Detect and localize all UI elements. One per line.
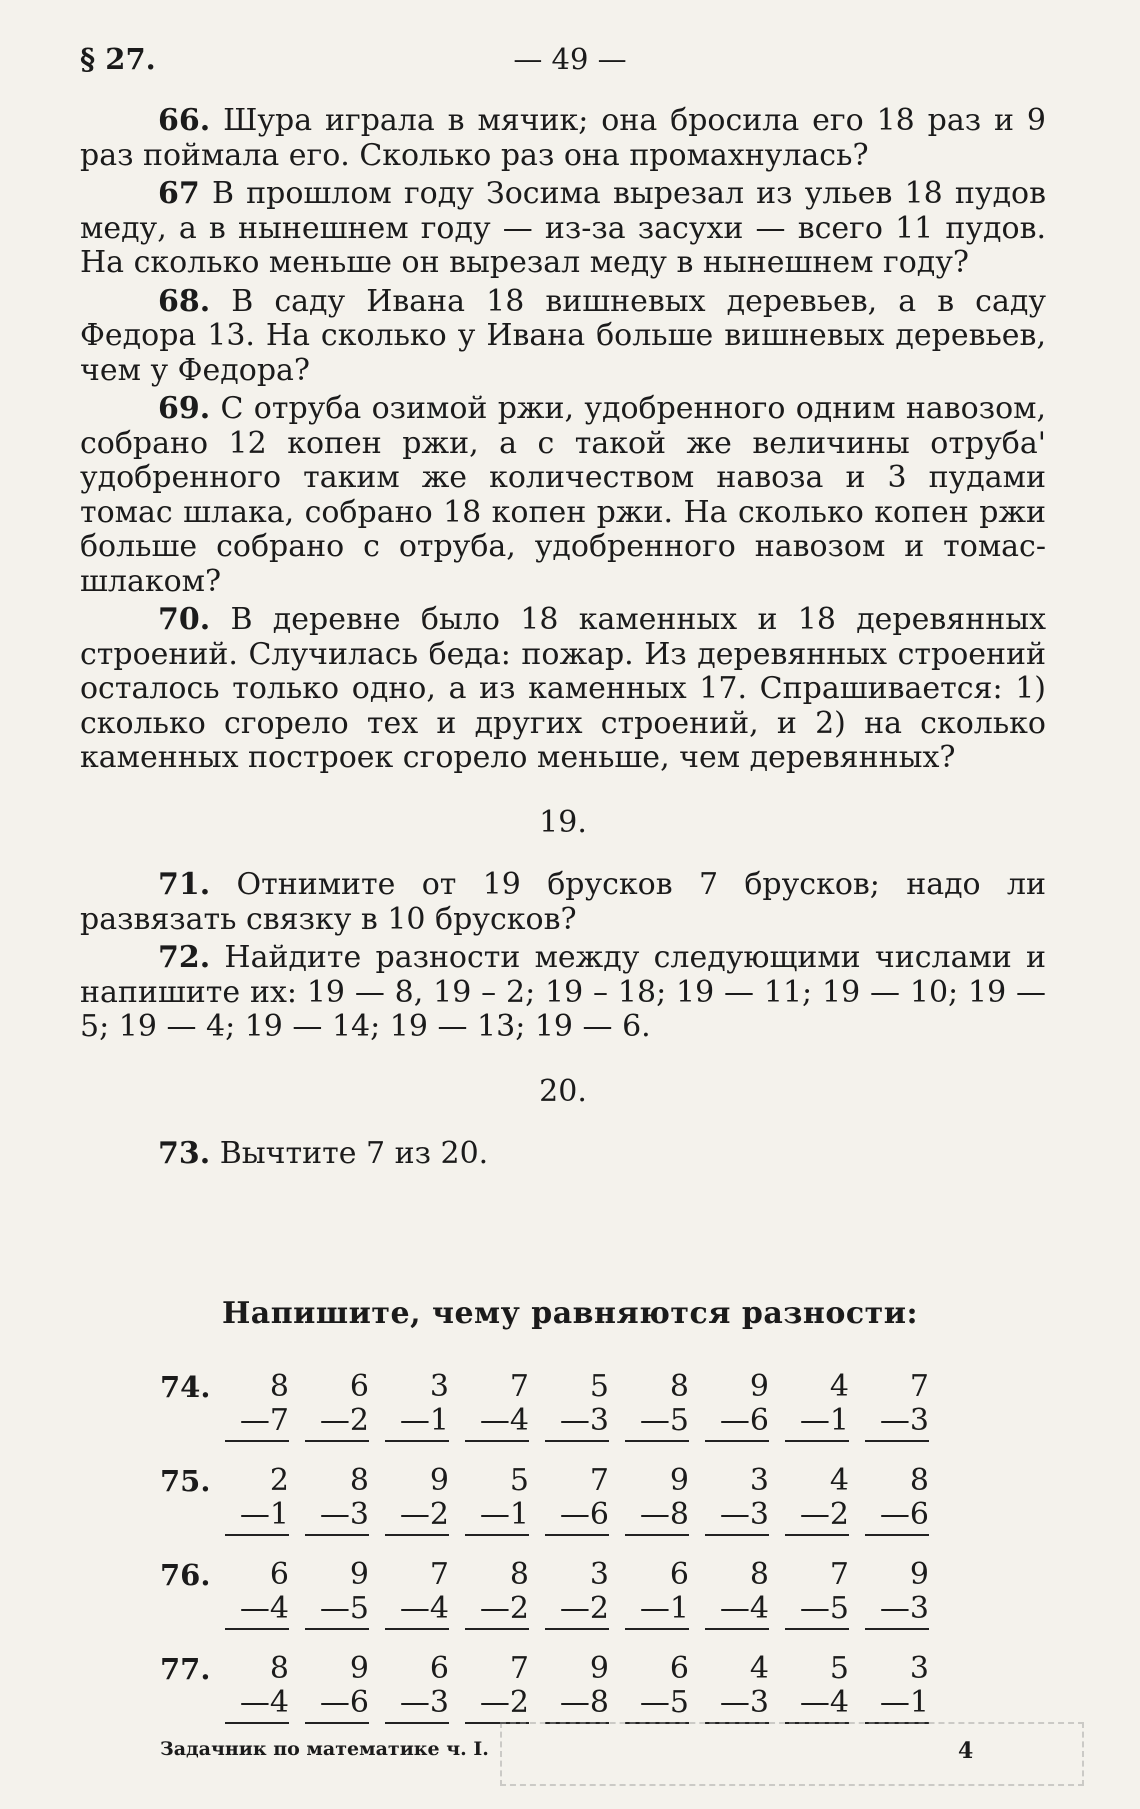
problems-block-20 [80, 1137, 1046, 1172]
problem-number: 73. [158, 1136, 211, 1171]
subtrahend: —6 [705, 1404, 769, 1442]
minuend: 7 [909, 1369, 929, 1404]
minuend: 7 [509, 1369, 529, 1404]
subtraction-problem [625, 1464, 689, 1536]
problem-number: 72. [158, 940, 211, 975]
minuend: 9 [349, 1651, 369, 1686]
minuend: 4 [749, 1651, 769, 1686]
subtrahend: —4 [225, 1686, 289, 1724]
minuend: 4 [829, 1369, 849, 1404]
subtrahend: —3 [865, 1592, 929, 1630]
minuend: 9 [749, 1369, 769, 1404]
subtrahend: —4 [465, 1404, 529, 1442]
subtrahend: —1 [625, 1592, 689, 1630]
subtraction-problem [705, 1652, 769, 1724]
problem-number: 68. [158, 283, 211, 319]
subtraction-problem [465, 1464, 529, 1536]
subtrahend: —8 [545, 1686, 609, 1724]
exercise-number: 76. [160, 1558, 211, 1592]
subtraction-problem [305, 1370, 369, 1442]
problem-paragraph [80, 1137, 1046, 1172]
subtrahend: —6 [545, 1498, 609, 1536]
subtraction-problem [625, 1652, 689, 1724]
subtrahend: —2 [305, 1404, 369, 1442]
minuend: 8 [909, 1463, 929, 1498]
minuend: 6 [429, 1651, 449, 1686]
problem-number: 67 [158, 176, 200, 211]
subtraction-problem [705, 1464, 769, 1536]
subtraction-problem [385, 1652, 449, 1724]
subtraction-problem [785, 1652, 849, 1724]
subtraction-problem [865, 1370, 929, 1442]
subtraction-problem [225, 1558, 289, 1630]
subtraction-problem [785, 1464, 849, 1536]
minuend: 9 [589, 1651, 609, 1686]
exercise-row [80, 1464, 980, 1558]
minuend: 9 [349, 1557, 369, 1592]
exercise-instruction: Напишите, чему равняются разности: [221, 1296, 919, 1331]
subtraction-problem [225, 1370, 289, 1442]
problem-text: В деревне было 18 каменных и 18 деревянных строений. Случилась беда: пожар. Из деревянных строений осталось только одно, а из каменных 17. Спрашивается: 1) сколько сгорело тех и других строений, и 2) на сколько каменных построек сгорело меньше, чем деревянных? [80, 602, 1046, 775]
subtraction-problem [865, 1558, 929, 1630]
problem-paragraph [80, 941, 1046, 1045]
minuend: 6 [269, 1557, 289, 1592]
subtrahend: —5 [625, 1686, 689, 1724]
subtrahend: —4 [785, 1686, 849, 1724]
minuend: 7 [509, 1651, 529, 1686]
minuend: 8 [269, 1651, 289, 1686]
minuend: 9 [429, 1463, 449, 1498]
section-label: § 27. [80, 42, 156, 76]
minuend: 6 [669, 1651, 689, 1686]
problem-paragraph [80, 392, 1046, 599]
subtraction-problem [305, 1558, 369, 1630]
problem-text: Шура играла в мячик; она бросила его 18 раз и 9 раз поймала его. Сколько раз она промахнулась? [80, 103, 1047, 173]
problem-number: 71. [158, 867, 211, 902]
subtrahend: —5 [305, 1592, 369, 1630]
subtrahend: —1 [225, 1498, 289, 1536]
minuend: 8 [509, 1557, 529, 1592]
problem-text: Вычтите 7 из 20. [219, 1136, 489, 1171]
page-number: — 49 — [513, 42, 627, 76]
footer-signature-mark: 4 [958, 1738, 974, 1764]
problem-paragraph [80, 868, 1046, 937]
subtraction-problem [385, 1370, 449, 1442]
page-footer [0, 1738, 1140, 1778]
subtrahend: —3 [545, 1404, 609, 1442]
problem-number: 66. [158, 103, 211, 138]
minuend: 7 [589, 1463, 609, 1498]
subtrahend: —1 [785, 1404, 849, 1442]
subtraction-problem [545, 1464, 609, 1536]
subtraction-problem [625, 1370, 689, 1442]
minuend: 7 [429, 1557, 449, 1592]
minuend: 8 [749, 1557, 769, 1592]
subtrahend: —2 [465, 1686, 529, 1724]
minuend: 8 [669, 1369, 689, 1404]
subtrahend: —6 [305, 1686, 369, 1724]
problem-text: С отруба озимой ржи, удобренного одним навозом, собрано 12 копен ржи, а с такой же величины отруба' удобренного таким же количеством навоза и 3 пудами томас шлака, собрано 18 копен ржи. На сколько копен ржи больше собрано с отруба, удобренного навозом и томас-шлаком? [80, 391, 1047, 599]
subtraction-problem [465, 1370, 529, 1442]
minuend: 3 [749, 1463, 769, 1498]
subtrahend: —4 [705, 1592, 769, 1630]
subtrahend: —4 [385, 1592, 449, 1630]
problem-paragraph [80, 285, 1046, 389]
problem-text: В прошлом году Зосима вырезал из ульев 18 пудов меду, а в нынешнем году — из-за засухи — всего 11 пудов. На сколько меньше он вырезал меду в нынешнем году? [80, 176, 1046, 280]
problem-paragraph [80, 603, 1046, 776]
subtraction-problem [225, 1652, 289, 1724]
subtrahend: —5 [785, 1592, 849, 1630]
subtraction-problem [545, 1558, 609, 1630]
subtraction-problem [705, 1370, 769, 1442]
minuend: 8 [269, 1369, 289, 1404]
subtrahend: —1 [865, 1686, 929, 1724]
subtraction-problem [705, 1558, 769, 1630]
problem-text: Отнимите от 19 брусков 7 брусков; надо ли развязать связку в 10 брусков? [80, 867, 1046, 937]
subtraction-problem [385, 1558, 449, 1630]
subtraction-problem [385, 1464, 449, 1536]
minuend: 7 [829, 1557, 849, 1592]
problem-paragraph [80, 177, 1046, 281]
problems-block-19 [80, 868, 1046, 1045]
subtrahend: —2 [545, 1592, 609, 1630]
subtraction-problem [305, 1464, 369, 1536]
problems-block-18 [80, 104, 1046, 776]
subtraction-problem [465, 1652, 529, 1724]
subtraction-problem [545, 1370, 609, 1442]
problem-paragraph [80, 104, 1046, 173]
subtraction-problem [465, 1558, 529, 1630]
subtrahend: —3 [705, 1686, 769, 1724]
subtraction-problem [545, 1652, 609, 1724]
minuend: 3 [429, 1369, 449, 1404]
minuend: 4 [829, 1463, 849, 1498]
exercise-number: 77. [160, 1652, 211, 1686]
subtrahend: —7 [225, 1404, 289, 1442]
minuend: 9 [669, 1463, 689, 1498]
subtrahend: —3 [705, 1498, 769, 1536]
minuend: 5 [829, 1651, 849, 1686]
main-text [80, 104, 1046, 1176]
subtraction-problem [625, 1558, 689, 1630]
exercise-row [80, 1558, 980, 1652]
exercise-number: 74. [160, 1370, 211, 1404]
subtrahend: —8 [625, 1498, 689, 1536]
subtraction-problem [305, 1652, 369, 1724]
minuend: 5 [589, 1369, 609, 1404]
exercise-row [80, 1370, 980, 1464]
subtraction-problem [785, 1370, 849, 1442]
subheading-19: 19. [539, 804, 587, 840]
exercise-number: 75. [160, 1464, 211, 1498]
minuend: 9 [909, 1557, 929, 1592]
minuend: 8 [349, 1463, 369, 1498]
minuend: 2 [269, 1463, 289, 1498]
subtrahend: —3 [865, 1404, 929, 1442]
subtraction-problem [785, 1558, 849, 1630]
subtrahend: —1 [385, 1404, 449, 1442]
problem-text: В саду Ивана 18 вишневых деревьев, а в саду Федора 13. На сколько у Ивана больше вишневых деревьев, чем у Федора? [80, 283, 1046, 388]
subtrahend: —2 [465, 1592, 529, 1630]
minuend: 6 [669, 1557, 689, 1592]
subtraction-exercises [80, 1370, 980, 1746]
subtrahend: —3 [305, 1498, 369, 1536]
subtraction-problem [225, 1464, 289, 1536]
problem-text: Найдите разности между следующими числами и напишите их: 19 — 8, 19 – 2; 19 – 18; 19 — 11; 19 — 10; 19 — 5; 19 — 4; 19 — 14; 19 — 13; 19 — 6. [80, 940, 1046, 1044]
problem-number: 69. [158, 391, 211, 426]
subtrahend: —2 [785, 1498, 849, 1536]
subtraction-problem [865, 1464, 929, 1536]
subtrahend: —4 [225, 1592, 289, 1630]
subtrahend: —6 [865, 1498, 929, 1536]
subtrahend: —1 [465, 1498, 529, 1536]
minuend: 3 [589, 1557, 609, 1592]
subtrahend: —5 [625, 1404, 689, 1442]
subtraction-problem [865, 1652, 929, 1724]
subtrahend: —2 [385, 1498, 449, 1536]
subtrahend: —3 [385, 1686, 449, 1724]
page-header [0, 42, 1140, 82]
minuend: 5 [509, 1463, 529, 1498]
footer-book-title: Задачник по математике ч. I. [160, 1738, 489, 1760]
minuend: 3 [909, 1651, 929, 1686]
minuend: 6 [349, 1369, 369, 1404]
problem-number: 70. [158, 602, 211, 637]
subheading-20: 20. [539, 1073, 587, 1109]
